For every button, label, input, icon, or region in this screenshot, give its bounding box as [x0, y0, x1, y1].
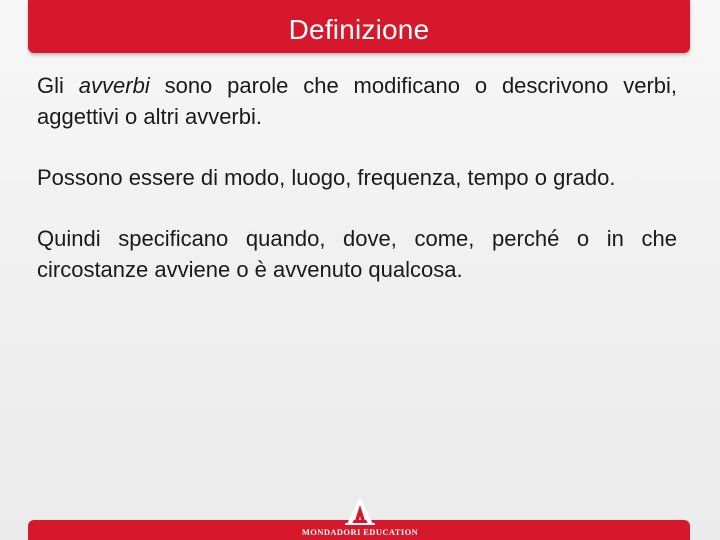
logo-text: MONDADORI EDUCATION [301, 527, 419, 537]
title-bar [28, 0, 690, 53]
emphasis-term: avverbi [78, 73, 150, 98]
paragraph-definition [37, 70, 677, 132]
paragraph-definition-end: sono parole che modificano o descrivono verbi, aggettivi o altri avverbi. [37, 73, 678, 129]
paragraph-function: Quindi specificano quando, dove, come, perché o in che circostanze avviene o è avvenuto qualcosa. [37, 226, 677, 282]
mondadori-a-logo-icon [343, 496, 377, 526]
paragraph-definition-start: Gli [37, 73, 79, 98]
publisher-logo [280, 496, 440, 540]
slide-title: Definizione [288, 14, 430, 45]
slide-body [37, 70, 677, 315]
paragraph-types: Possono essere di modo, luogo, frequenza, tempo o grado. [37, 165, 616, 190]
